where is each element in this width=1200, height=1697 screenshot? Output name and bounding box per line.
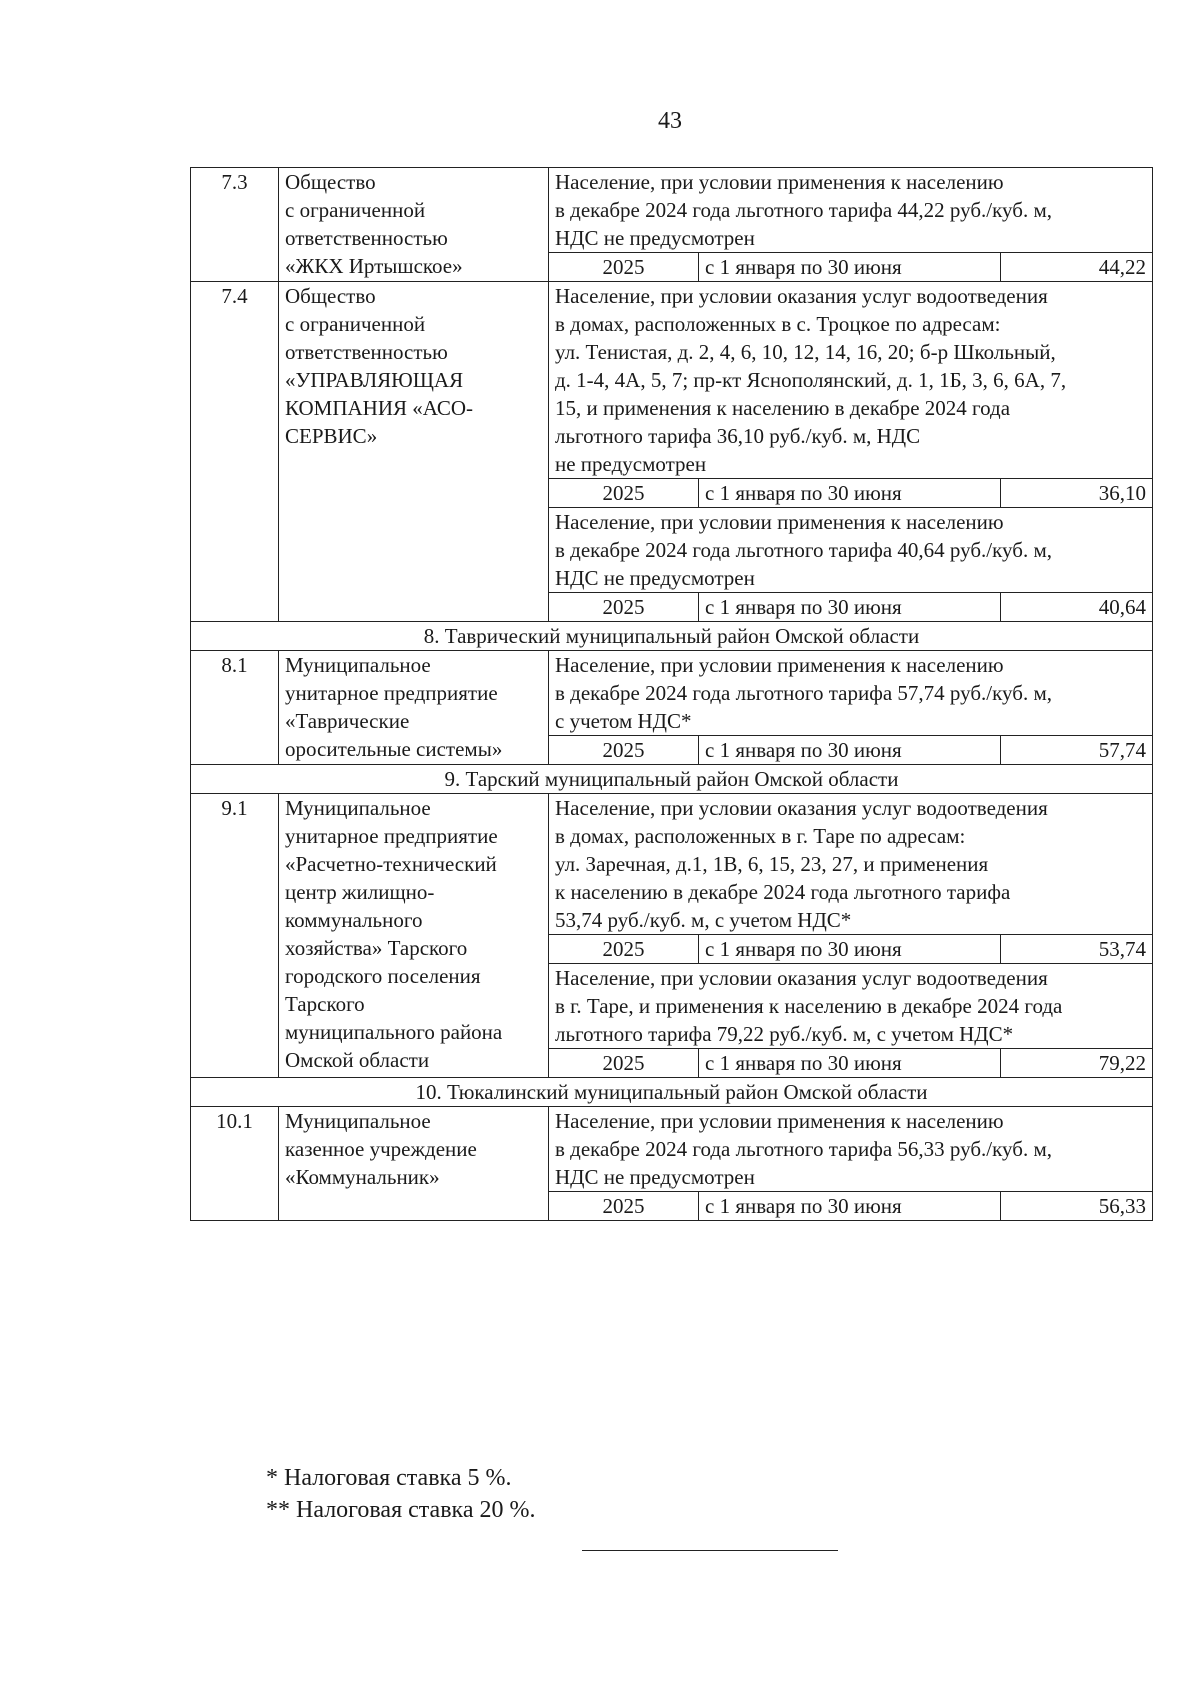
tariff-year: 2025 [549, 593, 699, 622]
organization-name-line: оросительные системы» [285, 737, 503, 761]
tariff-condition-line: льготного тарифа 79,22 руб./куб. м, с учетом НДС* [555, 1022, 1014, 1046]
district-header-row [191, 765, 1153, 794]
tariff-condition-line: к населению в декабре 2024 года льготного тарифа [555, 880, 1011, 904]
tariff-condition [549, 168, 1153, 253]
organization-name-line: Муниципальное [285, 796, 431, 820]
organization-name [279, 794, 549, 1078]
district-title: 9. Тарский муниципальный район Омской области [191, 765, 1153, 794]
table-row [191, 282, 1153, 479]
tariff-condition-line: льготного тарифа 36,10 руб./куб. м, НДС [555, 424, 921, 448]
organization-name-line: коммунального [285, 908, 423, 932]
tariff-condition-line: в декабре 2024 года льготного тарифа 40,64 руб./куб. м, [555, 538, 1052, 562]
table-row [191, 1107, 1153, 1192]
organization-name-line: казенное учреждение [285, 1137, 477, 1161]
organization-name-line: ответственностью [285, 340, 448, 364]
organization-name-line: с ограниченной [285, 312, 426, 336]
organization-name-line: центр жилищно- [285, 880, 435, 904]
tariff-year: 2025 [549, 1049, 699, 1078]
closing-rule [582, 1550, 838, 1551]
tariff-value: 56,33 [1001, 1192, 1153, 1221]
tariff-value: 36,10 [1001, 479, 1153, 508]
row-number: 8.1 [191, 651, 279, 765]
tariff-period: с 1 января по 30 июня [699, 479, 1001, 508]
organization-name-line: КОМПАНИЯ «АСО- [285, 396, 474, 420]
row-number: 10.1 [191, 1107, 279, 1221]
organization-name-line: городского поселения [285, 964, 481, 988]
footnote: ** Налоговая ставка 20 %. [266, 1497, 536, 1523]
page-number: 43 [658, 108, 682, 134]
tariff-condition-line: д. 1-4, 4А, 5, 7; пр-кт Яснополянский, д. 1, 1Б, 3, 6, 6А, 7, [555, 368, 1067, 392]
organization-name [279, 1107, 549, 1221]
organization-name [279, 282, 549, 622]
organization-name-line: Муниципальное [285, 1109, 431, 1133]
organization-name-line: Муниципальное [285, 653, 431, 677]
organization-name-line: Общество [285, 170, 376, 194]
tariff-condition [549, 964, 1153, 1049]
tariff-condition-line: Население, при условии применения к населению [555, 170, 1004, 194]
tariff-period: с 1 января по 30 июня [699, 935, 1001, 964]
organization-name-line: с ограниченной [285, 198, 426, 222]
organization-name-line: Общество [285, 284, 376, 308]
tariff-condition-line: с учетом НДС* [555, 709, 692, 733]
table-row [191, 168, 1153, 253]
tariff-condition [549, 1107, 1153, 1192]
organization-name-line: Тарского [285, 992, 365, 1016]
tariff-condition-line: НДС не предусмотрен [555, 226, 755, 250]
organization-name-line: ответственностью [285, 226, 448, 250]
tariff-year: 2025 [549, 1192, 699, 1221]
tariff-condition [549, 651, 1153, 736]
tariff-value: 57,74 [1001, 736, 1153, 765]
tariff-condition-line: в домах, расположенных в г. Таре по адресам: [555, 824, 966, 848]
table-row [191, 651, 1153, 736]
tariff-condition-line: НДС не предусмотрен [555, 1165, 755, 1189]
tariff-condition-line: Население, при условии применения к населению [555, 1109, 1004, 1133]
row-number: 7.3 [191, 168, 279, 282]
tariff-period: с 1 января по 30 июня [699, 736, 1001, 765]
tariff-period: с 1 января по 30 июня [699, 253, 1001, 282]
tariff-value: 40,64 [1001, 593, 1153, 622]
organization-name-line: СЕРВИС» [285, 424, 378, 448]
tariff-condition-line: 53,74 руб./куб. м, с учетом НДС* [555, 908, 852, 932]
tariff-condition [549, 282, 1153, 479]
tariff-condition [549, 508, 1153, 593]
tariff-period: с 1 января по 30 июня [699, 1049, 1001, 1078]
tariff-condition-line: в декабре 2024 года льготного тарифа 57,74 руб./куб. м, [555, 681, 1052, 705]
tariff-condition-line: Население, при условии оказания услуг водоотведения [555, 966, 1048, 990]
tariff-condition-line: Население, при условии применения к населению [555, 653, 1004, 677]
tariff-period: с 1 января по 30 июня [699, 1192, 1001, 1221]
tariff-table [190, 167, 1153, 1221]
tariff-value: 79,22 [1001, 1049, 1153, 1078]
tariff-condition-line: в декабре 2024 года льготного тарифа 56,33 руб./куб. м, [555, 1137, 1052, 1161]
district-header-row [191, 1078, 1153, 1107]
tariff-condition-line: в декабре 2024 года льготного тарифа 44,22 руб./куб. м, [555, 198, 1052, 222]
tariff-condition-line: НДС не предусмотрен [555, 566, 755, 590]
tariff-year: 2025 [549, 935, 699, 964]
row-number: 7.4 [191, 282, 279, 622]
tariff-period: с 1 января по 30 июня [699, 593, 1001, 622]
organization-name-line: унитарное предприятие [285, 681, 498, 705]
tariff-condition-line: не предусмотрен [555, 452, 707, 476]
tariff-condition-line: Население, при условии оказания услуг водоотведения [555, 284, 1048, 308]
tariff-year: 2025 [549, 479, 699, 508]
tariff-value: 53,74 [1001, 935, 1153, 964]
tariff-condition-line: ул. Заречная, д.1, 1В, 6, 15, 23, 27, и применения [555, 852, 989, 876]
tariff-condition-line: ул. Тенистая, д. 2, 4, 6, 10, 12, 14, 16, 20; б-р Школьный, [555, 340, 1056, 364]
district-header-row [191, 622, 1153, 651]
organization-name-line: «Расчетно-технический [285, 852, 497, 876]
organization-name-line: «УПРАВЛЯЮЩАЯ [285, 368, 464, 392]
footnotes [266, 1462, 535, 1526]
organization-name-line: унитарное предприятие [285, 824, 498, 848]
tariff-year: 2025 [549, 736, 699, 765]
organization-name [279, 168, 549, 282]
tariff-condition-line: в домах, расположенных в с. Троцкое по адресам: [555, 312, 1001, 336]
row-number: 9.1 [191, 794, 279, 1078]
tariff-condition-line: Население, при условии применения к населению [555, 510, 1004, 534]
tariff-year: 2025 [549, 253, 699, 282]
tariff-condition-line: Население, при условии оказания услуг водоотведения [555, 796, 1048, 820]
organization-name [279, 651, 549, 765]
organization-name-line: «Таврические [285, 709, 410, 733]
footnote: * Налоговая ставка 5 %. [266, 1465, 512, 1491]
table-row [191, 794, 1153, 935]
organization-name-line: «Коммунальник» [285, 1165, 440, 1189]
tariff-condition-line: в г. Таре, и применения к населению в декабре 2024 года [555, 994, 1063, 1018]
tariff-value: 44,22 [1001, 253, 1153, 282]
district-title: 8. Таврический муниципальный район Омской области [191, 622, 1153, 651]
organization-name-line: Омской области [285, 1048, 430, 1072]
tariff-condition [549, 794, 1153, 935]
organization-name-line: муниципального района [285, 1020, 503, 1044]
district-title: 10. Тюкалинский муниципальный район Омской области [191, 1078, 1153, 1107]
tariff-condition-line: 15, и применения к населению в декабре 2024 года [555, 396, 1011, 420]
organization-name-line: «ЖКХ Иртышское» [285, 254, 463, 278]
organization-name-line: хозяйства» Тарского [285, 936, 468, 960]
